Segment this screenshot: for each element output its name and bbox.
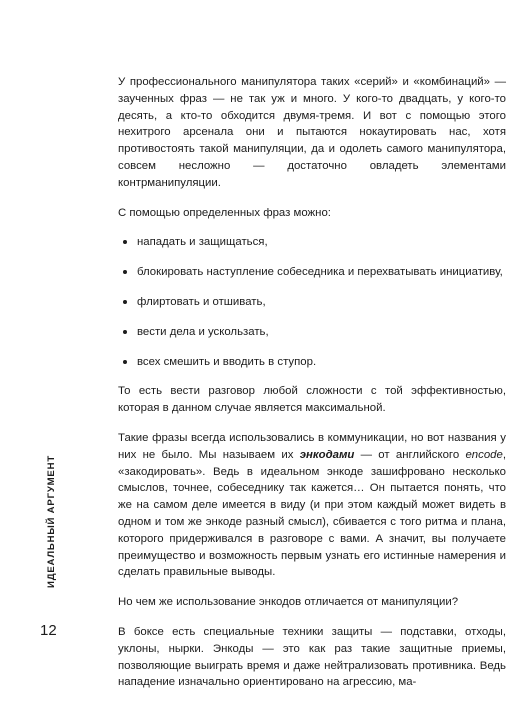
paragraph-6: В боксе есть специальные техники защиты — подставки, отходы, уклоны, нырки. Энкоды — это как раз такие защитные приемы, позволяющие выиграть время и даже нейтрализовать противника. Ведь нападение изначально ориентировано на агрессию, ма- — [118, 625, 506, 689]
bullet-text: нападать и защищаться, — [137, 236, 268, 249]
paragraph-3: То есть вести разговор любой сложности с той эффективностью, которая в данном случае является максимальной. — [118, 385, 506, 415]
list-item — [121, 294, 506, 311]
paragraph-2: С помощью определенных фраз можно: — [118, 206, 331, 219]
paragraph-4 — [118, 430, 506, 581]
bullet-text: блокировать наступление собеседника и перехватывать инициативу, — [137, 266, 503, 279]
paragraph-1: У профессионального манипулятора таких «серий» и «комбинаций» — заученных фраз — не так уж и много. У кого-то двадцать, у кого-то десять, а кто-то обходится двумя-тремя. И вот с помощью этого нехитрого арсенала они и пытаются нокаутировать нас, хотя противостоять такой манипуляции, да и одолеть самого манипулятора, совсем несложно — достаточно овладеть элементами контрманипуляции. — [118, 76, 506, 189]
list-item — [121, 264, 506, 281]
bullet-icon — [123, 360, 127, 364]
bullet-icon — [123, 270, 127, 274]
bullet-text: вести дела и ускользать, — [137, 325, 269, 338]
list-item — [121, 354, 506, 371]
bullet-icon — [123, 240, 127, 244]
term-encodes: энкодами — [299, 448, 355, 461]
list-item — [121, 324, 506, 341]
paragraph-4-part-3: , «закодировать». Ведь в идеальном энкоде зашифровано несколько смыслов, точнее, собеседнику так кажется… Он пытается понять, что же на самом деле имеется в виду (и при этом каждый может видеть в одном и том же энкоде разный смысл), сбивается с того ритма и плана, которого придерживался в разговоре с вами. А значит, вы получаете преимущество и возможность первым узнать его истинные намерения и сделать правильные выводы. — [118, 448, 506, 579]
term-encode-english: encode — [465, 448, 503, 461]
bullet-icon — [123, 330, 127, 334]
paragraph-4-part-2: — от английского — [354, 448, 466, 461]
bullet-list — [118, 234, 506, 370]
paragraph-5: Но чем же использование энкодов отличается от манипуляции? — [118, 596, 459, 609]
bullet-text: всех смешить и вводить в ступор. — [137, 355, 317, 368]
page-number: 12 — [40, 622, 57, 639]
bullet-icon — [123, 300, 127, 304]
list-item — [121, 234, 506, 251]
bullet-text: флиртовать и отшивать, — [137, 295, 266, 308]
body-text — [118, 74, 506, 704]
running-head-vertical: ИДЕАЛЬНЫЙ АРГУМЕНТ — [46, 455, 57, 588]
paragraph-4-part-1: Такие фразы всегда использовались в коммуникации, но вот названия у них не было. Мы называем их — [118, 431, 506, 461]
